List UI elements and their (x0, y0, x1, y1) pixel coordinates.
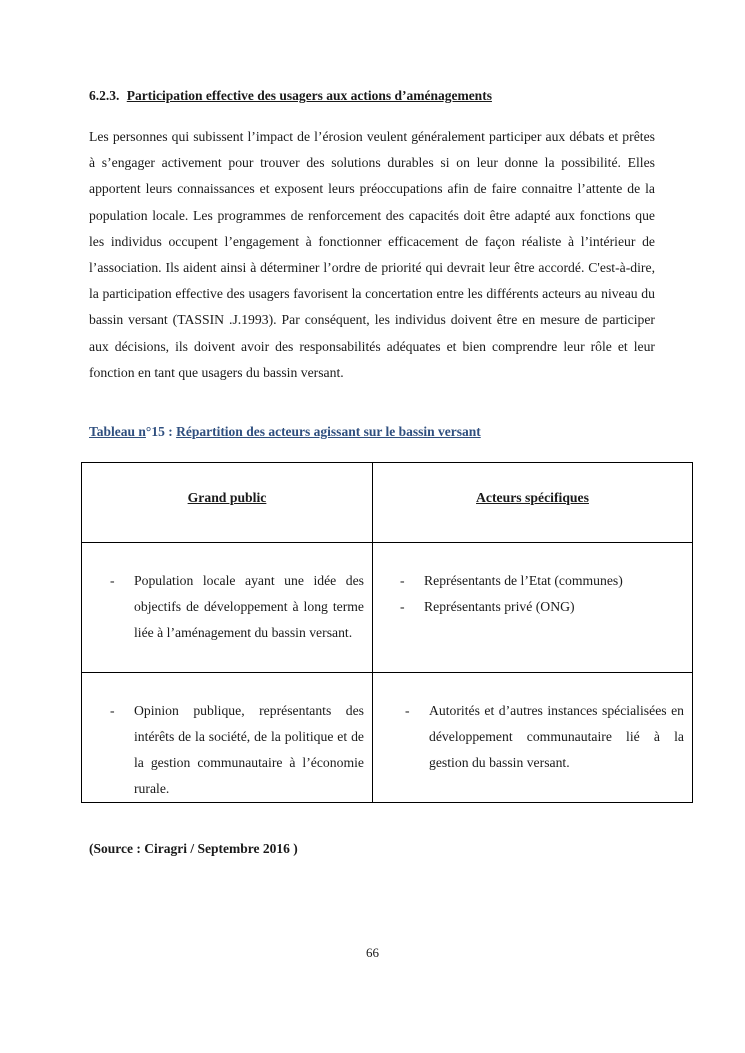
header-acteurs-specifiques: Acteurs spécifiques (476, 490, 589, 505)
bullet-dash: - (110, 703, 115, 718)
caption-number: °15 : (145, 424, 173, 439)
header-cell (373, 463, 693, 543)
table-header-row (82, 463, 693, 543)
item-text: Population locale ayant une idée des objectifs de développement à long terme liée à l’aménagement du bassin versant. (134, 573, 364, 640)
section-number: 6.2.3. (89, 88, 120, 103)
table-row (82, 673, 693, 803)
table-row (82, 543, 693, 673)
section-title: Participation effective des usagers aux actions d’aménagements (126, 88, 492, 103)
table-cell (373, 543, 693, 673)
list-item (110, 698, 364, 802)
caption-label: Tableau n (89, 424, 146, 439)
caption-title: Répartition des acteurs agissant sur le bassin versant (176, 424, 481, 439)
body-paragraph (89, 124, 655, 386)
bullet-dash: - (405, 703, 410, 718)
list-item (405, 698, 684, 776)
list-item (400, 594, 684, 620)
bullet-dash: - (110, 573, 115, 588)
table-cell (82, 673, 373, 803)
table-cell (373, 673, 693, 803)
table-caption (89, 424, 481, 440)
item-text: Représentants privé (ONG) (424, 599, 575, 614)
table-cell (82, 543, 373, 673)
item-text: Représentants de l’Etat (communes) (424, 573, 623, 588)
header-grand-public: Grand public (187, 490, 267, 505)
bullet-dash: - (400, 599, 405, 614)
paragraph-text: Les personnes qui subissent l’impact de l’érosion veulent généralement participer aux débats et prêtes à s’engager activement pour trouver des solutions durables si on leur donne la possibilité. Elles apportent leurs connaissances et exposent leurs préoccupations afin de faire connaitre l’attente de la population locale. Les programmes de renforcement des capacités doit être adapté aux fonctions que les individus occupent l’engagement à fonctionner efficacement de façon réaliste à l’intérieur de l’association. Ils aident ainsi à déterminer l’ordre de priorité qui devrait leur être accordé. C'est-à-dire, la participation effective des usagers favorisent la concertation entre les différents acteurs au niveau du bassin versant (TASSIN .J.1993). Par conséquent, les individus doivent être en mesure de participer aux décisions, ils doivent avoir des responsabilités adéquates et bien comprendre leur rôle et leur fonction en tant que usagers du bassin versant. (89, 129, 655, 380)
item-text: Autorités et d’autres instances spécialisées en développement communautaire lié à la gestion du bassin versant. (429, 703, 684, 770)
source-note: (Source : Ciragri / Septembre 2016 ) (89, 841, 298, 856)
section-heading (89, 88, 492, 104)
bullet-dash: - (400, 573, 405, 588)
list-item (400, 568, 684, 594)
page-number: 66 (366, 945, 379, 960)
list-item (110, 568, 364, 646)
actors-table (81, 462, 693, 803)
header-cell (82, 463, 373, 543)
item-text: Opinion publique, représentants des intérêts de la société, de la politique et de la gestion communautaire à l’économie rurale. (134, 703, 364, 796)
